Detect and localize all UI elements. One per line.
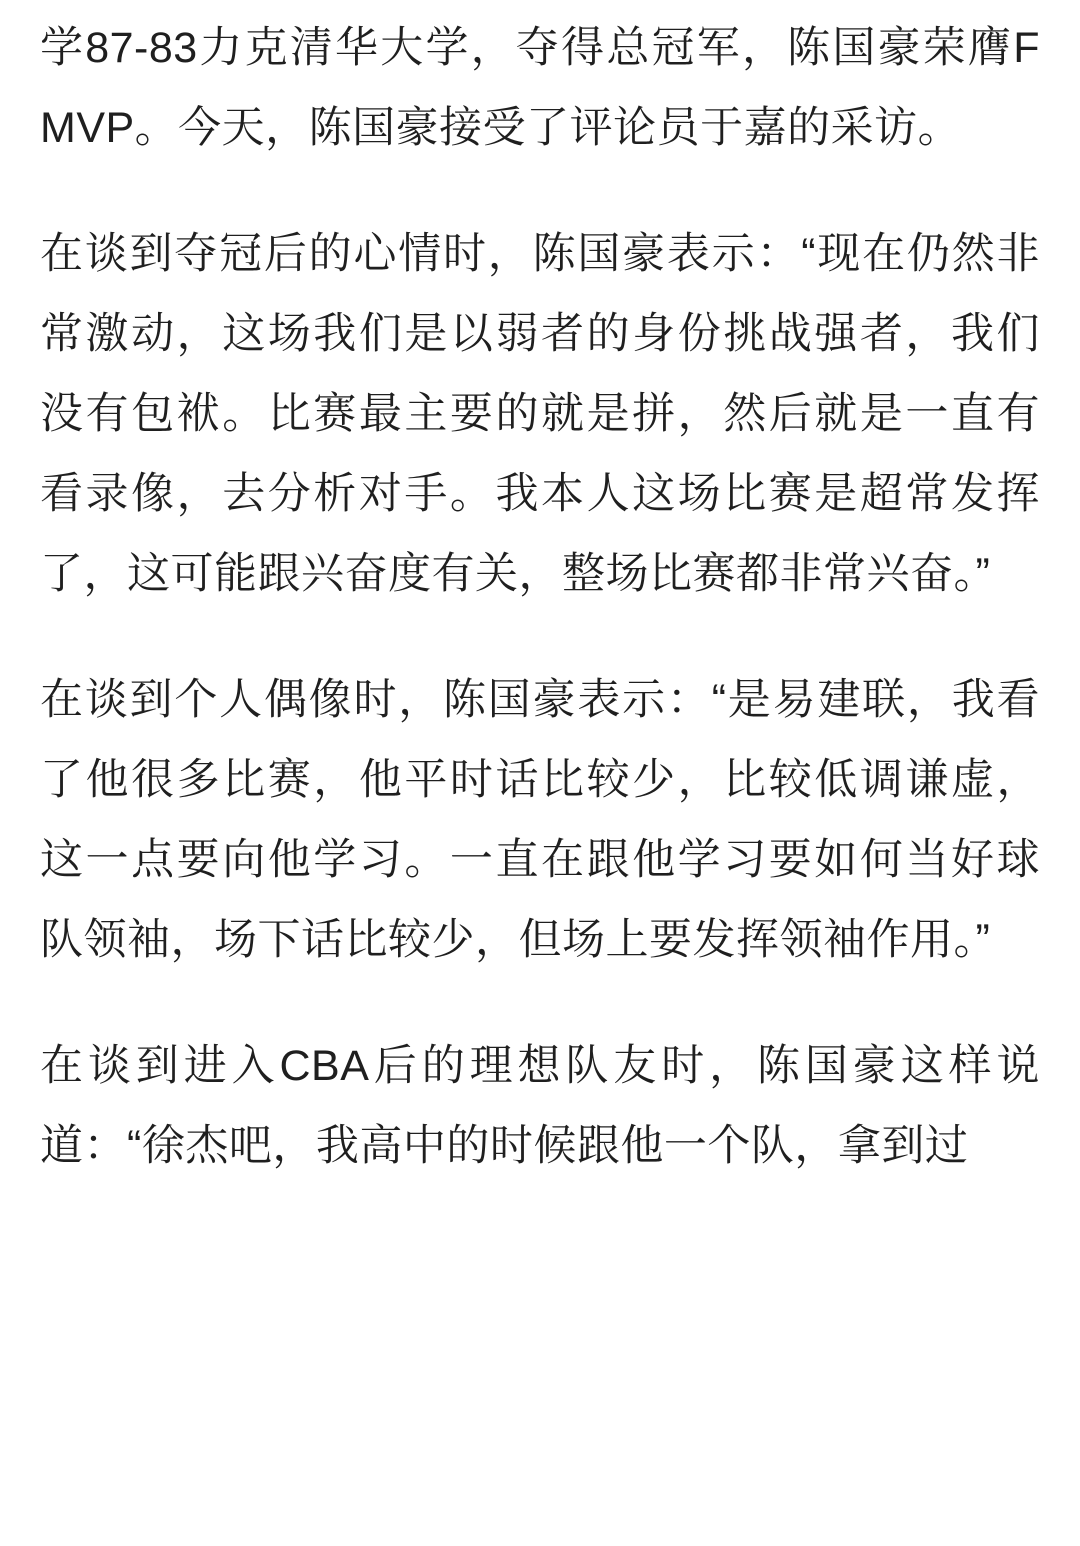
- article-paragraph: 在谈到个人偶像时，陈国豪表示：“是易建联，我看了他很多比赛，他平时话比较少，比较低调谦虚，这一点要向他学习。一直在跟他学习要如何当好球队领袖，场下话比较少，但场上要发挥领袖作用。”: [40, 676, 1040, 964]
- article-paragraph: 在谈到进入CBA后的理想队友时，陈国豪这样说道：“徐杰吧，我高中的时候跟他一个队，拿到过: [40, 1042, 1040, 1170]
- article-paragraph: 在谈到夺冠后的心情时，陈国豪表示：“现在仍然非常激动，这场我们是以弱者的身份挑战强者，我们没有包袱。比赛最主要的就是拼，然后就是一直有看录像，去分析对手。我本人这场比赛是超常发挥了，这可能跟兴奋度有关，整场比赛都非常兴奋。”: [40, 230, 1040, 598]
- article-paragraph: 学87-83力克清华大学，夺得总冠军，陈国豪荣膺FMVP。今天，陈国豪接受了评论员于嘉的采访。: [40, 24, 1040, 152]
